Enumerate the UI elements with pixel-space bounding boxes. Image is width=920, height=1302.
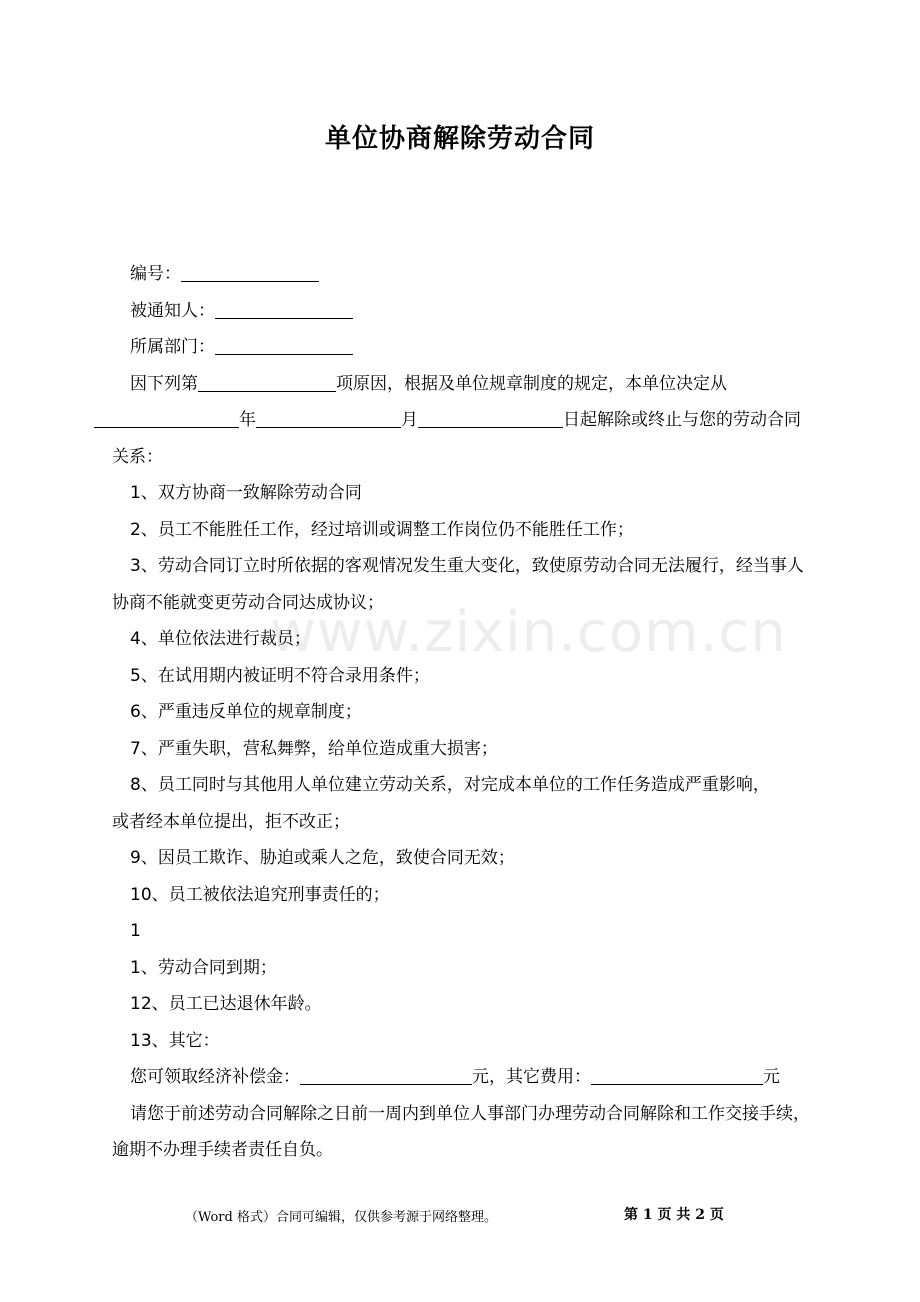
page-number: 第 1 页 共 2 页 bbox=[624, 1207, 724, 1223]
list-item: 2、员工不能胜任工作，经过培训或调整工作岗位仍不能胜任工作； bbox=[130, 519, 634, 540]
compensation-part2: 元，其它费用： bbox=[472, 1067, 591, 1087]
department-label: 所属部门： bbox=[130, 337, 215, 357]
intro-part1: 因下列第 bbox=[130, 373, 198, 394]
list-item: 1 bbox=[130, 921, 141, 941]
day-blank bbox=[418, 407, 563, 428]
list-item: 4、单位依法进行裁员； bbox=[130, 629, 311, 649]
year-blank bbox=[94, 407, 239, 428]
list-item: 1、劳动合同到期； bbox=[130, 957, 277, 978]
list-item: 13、其它： bbox=[130, 1030, 220, 1051]
department-field bbox=[112, 329, 812, 366]
notified-blank bbox=[215, 298, 353, 319]
list-item: 7、严重失职，营私舞弊，给单位造成重大损害； bbox=[130, 738, 498, 759]
intro-paragraph bbox=[112, 366, 812, 476]
list-item: 或者经本单位提出，拒不改正； bbox=[112, 811, 350, 832]
notified-field bbox=[112, 293, 812, 330]
list-item: 5、在试用期内被证明不符合录用条件； bbox=[130, 665, 430, 686]
list-item: 6、严重违反单位的规章制度； bbox=[130, 702, 362, 722]
intro-part2: 项原因，根据及单位规章制度的规定，本单位决定从 bbox=[336, 373, 727, 394]
other-fees-blank bbox=[591, 1064, 763, 1085]
number-label: 编号： bbox=[130, 264, 181, 284]
list-item: 9、因员工欺诈、胁迫或乘人之危，致使合同无效； bbox=[130, 848, 515, 868]
footer-note: （Word 格式）合同可编辑，仅供参考源于网络整理。 bbox=[185, 1210, 497, 1225]
list-item: 12、员工已达退休年龄。 bbox=[130, 994, 322, 1014]
intro-month: 月 bbox=[401, 410, 418, 430]
notified-label: 被通知人： bbox=[130, 300, 215, 321]
intro-part3: 日起解除或终止与您的劳动合同关系： bbox=[112, 410, 801, 467]
list-item: 10、员工被依法追究刑事责任的； bbox=[130, 884, 390, 905]
list-item: 1、双方协商一致解除劳动合同 bbox=[130, 483, 362, 503]
department-blank bbox=[215, 334, 353, 355]
watermark: www.zixin.com.cn bbox=[270, 600, 787, 665]
list-item: 3、劳动合同订立时所依据的客观情况发生重大变化，致使原劳动合同无法履行，经当事人协商不能就变更劳动合同达成协议； bbox=[112, 556, 804, 613]
compensation-line bbox=[112, 1059, 812, 1096]
compensation-blank bbox=[300, 1064, 472, 1085]
item-number-blank bbox=[198, 371, 336, 392]
document-body bbox=[112, 256, 812, 1169]
number-field bbox=[112, 256, 812, 293]
compensation-part1: 您可领取经济补偿金： bbox=[130, 1067, 300, 1087]
month-blank bbox=[256, 407, 401, 428]
number-blank bbox=[181, 261, 319, 282]
document-title: 单位协商解除劳动合同 bbox=[324, 124, 595, 154]
closing-paragraph: 请您于前述劳动合同解除之日前一周内到单位人事部门办理劳动合同解除和工作交接手续，逾期不办理手续者责任自负。 bbox=[112, 1103, 810, 1160]
list-item: 8、员工同时与其他用人单位建立劳动关系，对完成本单位的工作任务造成严重影响， bbox=[130, 775, 770, 795]
intro-year: 年 bbox=[239, 410, 256, 430]
compensation-part3: 元 bbox=[763, 1067, 780, 1087]
